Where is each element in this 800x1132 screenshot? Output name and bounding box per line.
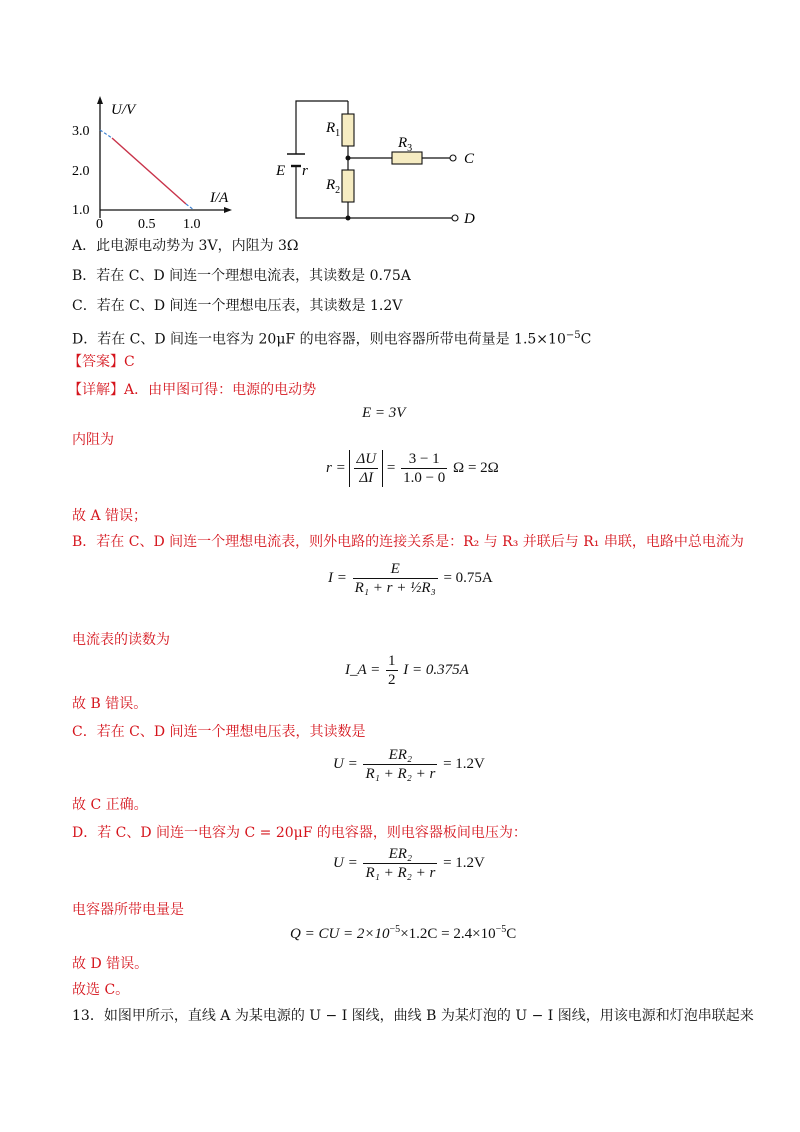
- x-axis-label: I/A: [210, 190, 229, 206]
- x-tick-label: 0: [96, 217, 103, 232]
- resistor-r1: [342, 114, 354, 146]
- equation-emf: E = 3V: [362, 405, 406, 421]
- y-axis-arrow: [97, 96, 103, 104]
- label-r3: $R_3$: [398, 135, 413, 154]
- dashed-guide: [186, 204, 194, 210]
- label-d: D: [464, 211, 475, 227]
- explanation-d-intro: D．若 C、D 间连一电容为 C = 20μF 的电容器，则电容器板间电压为：: [72, 825, 527, 841]
- label-r2: $R_2$: [326, 177, 341, 196]
- next-question: 13．如图甲所示，直线 A 为某电源的 U − I 图线，曲线 B 为某灯泡的 U − I 图线，用该电源和灯泡串联起来: [72, 1008, 754, 1024]
- equation-capacitor-voltage: U = $\frac{\text{ER₂}}{\text{R₁ + R₂ + r}}$ = 1.2V: [333, 846, 485, 881]
- explanation-a-intro: 【详解】A．由甲图可得：电源的电动势: [68, 382, 317, 398]
- junction-dot: [346, 216, 351, 221]
- terminal-d: [452, 215, 458, 221]
- x-axis-arrow: [224, 207, 232, 213]
- explanation-c-intro: C．若在 C、D 间连一个理想电压表，其读数是: [72, 724, 366, 740]
- y-tick-label: 3.0: [72, 124, 90, 139]
- dashed-guide: [100, 130, 112, 138]
- circuit-diagram: [270, 92, 490, 232]
- x-tick-label: 0.5: [138, 217, 156, 232]
- equation-voltage: U = $\frac{\text{ER₂}}{\text{R₁ + R₂ + r}}$ = 1.2V: [333, 747, 485, 782]
- option-c: C．若在 C、D 间连一个理想电压表，其读数是 1.2V: [72, 298, 403, 314]
- option-a: A．此电源电动势为 3V，内阻为 3Ω: [72, 238, 299, 254]
- answer: 【答案】C: [68, 354, 135, 370]
- resistor-r2: [342, 170, 354, 202]
- label-r1: $R_1$: [326, 120, 341, 139]
- equation-charge: Q = CU = $2\times 10^{-5}\times 1.2C = 2.4\times 10^{-5}C$: [290, 924, 517, 942]
- label-r: r: [302, 163, 308, 179]
- terminal-c: [450, 155, 456, 161]
- option-b: B．若在 C、D 间连一个理想电流表，其读数是 0.75A: [72, 268, 411, 284]
- equation-resistance: r = $\frac{\Delta U}{\Delta I}$ = $\frac{3 - 1}{1.0 - 0}$ Ω = 2Ω: [326, 451, 499, 486]
- y-tick-label: 2.0: [72, 164, 90, 179]
- wire: [296, 101, 348, 154]
- ui-line: [112, 138, 186, 204]
- equation-current: I = $\frac{E}{\text{R₁ + r + ½R₃}}$ = 0.75A: [328, 561, 493, 596]
- x-tick-label: 1.0: [183, 217, 201, 232]
- y-tick-label: 1.0: [72, 203, 90, 218]
- explanation-ammeter: 电流表的读数为: [72, 632, 170, 648]
- label-e: E: [276, 163, 286, 179]
- explanation-internal: 内阻为: [72, 432, 114, 448]
- u-i-graph: [68, 92, 248, 232]
- y-axis-label: U/V: [111, 102, 136, 118]
- explanation-c-right: 故 C 正确。: [72, 797, 148, 813]
- label-c: C: [464, 151, 475, 167]
- option-d: D．若在 C、D 间连一电容为 20μF 的电容器，则电容器所带电荷量是 $1.5\times 10^{-5}C$: [72, 330, 592, 348]
- explanation-a-wrong: 故 A 错误；: [72, 508, 148, 524]
- explanation-d-wrong: 故 D 错误。: [72, 956, 149, 972]
- equation-ammeter-reading: I_A = $\frac{1}{2}$ I = 0.375A: [345, 653, 469, 688]
- explanation-b-wrong: 故 B 错误。: [72, 696, 148, 712]
- explanation-select: 故选 C。: [72, 982, 130, 998]
- explanation-charge: 电容器所带电量是: [72, 902, 184, 918]
- wire: [296, 166, 452, 218]
- explanation-b-intro: B．若在 C、D 间连一个理想电流表，则外电路的连接关系是：R₂ 与 R₃ 并联后与 R₁ 串联，电路中总电流为: [72, 534, 744, 550]
